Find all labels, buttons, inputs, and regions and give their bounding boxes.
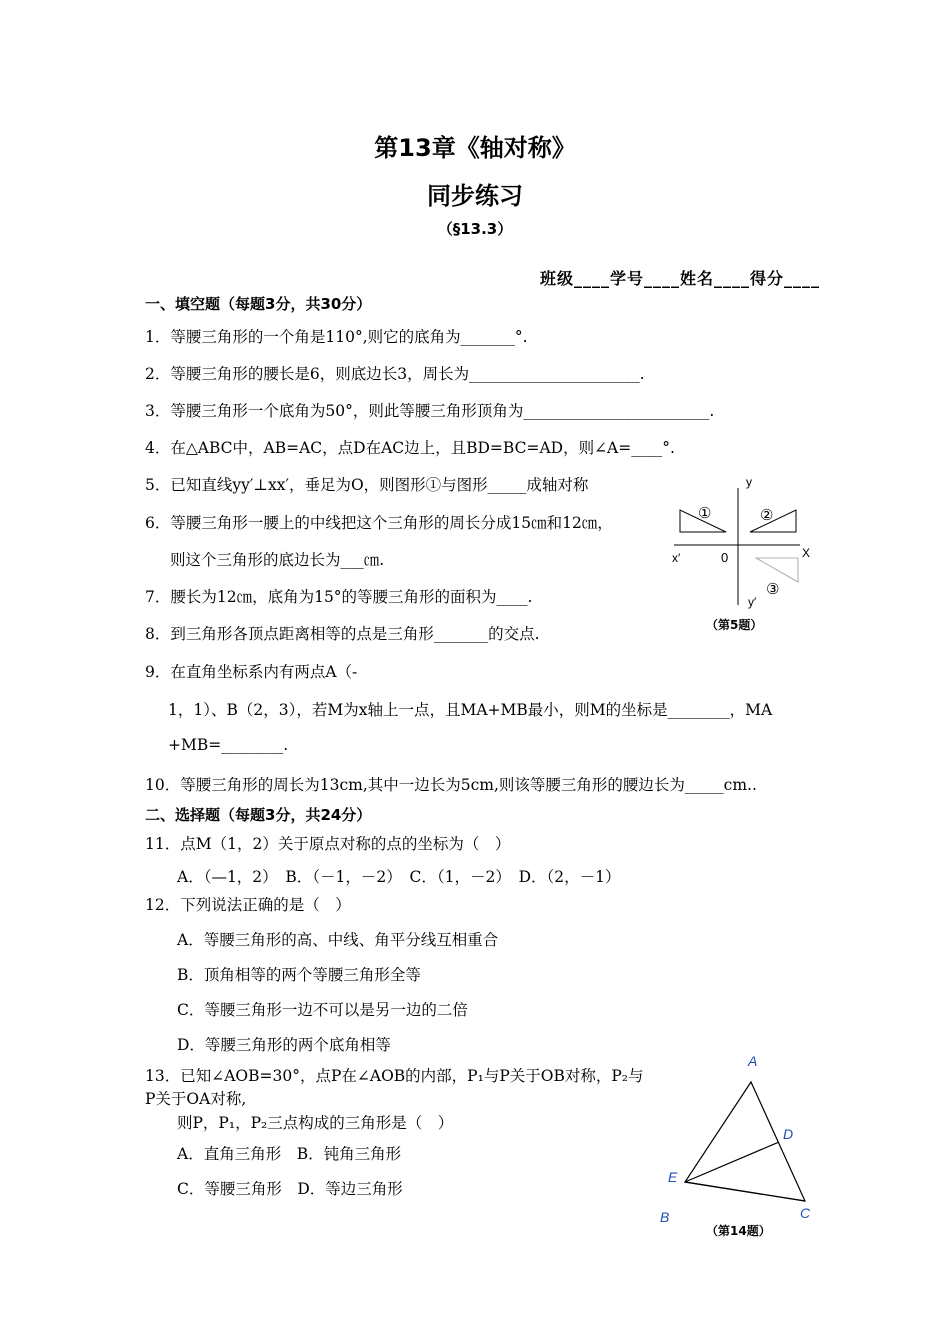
figure-5-diagram (660, 470, 820, 640)
figure-5-caption: （第5题） (706, 618, 763, 632)
triangle-shape-3 (756, 558, 798, 582)
question-11: 11．点M（1，2）关于原点对称的点的坐标为（ ） (145, 835, 511, 853)
vertex-a-label: A (748, 1053, 758, 1069)
question-6-line-2: 则这个三角形的底边长为___㎝. (170, 551, 385, 569)
section-reference: （§13.3） (437, 220, 513, 238)
segment-ec (685, 1182, 805, 1201)
question-2: 2．等腰三角形的腰长是6，则底边长3，周长为______________________. (145, 365, 645, 383)
question-8: 8．到三角形各顶点距离相等的点是三角形_______的交点. (145, 625, 540, 643)
page-title: 第13章《轴对称》 (374, 134, 576, 162)
x-prime-label: x′ (672, 551, 681, 565)
question-9-line-1: 9．在直角坐标系内有两点A（- (145, 663, 358, 681)
shape-2-label: ② (760, 507, 774, 524)
vertex-b-label: B (660, 1209, 670, 1225)
figure-14-diagram (650, 1048, 830, 1230)
question-10: 10．等腰三角形的周长为13cm,其中一边长为5cm,则该等腰三角形的腰边长为_____cm.. (145, 776, 757, 794)
origin-label: 0 (721, 550, 729, 565)
question-5: 5．已知直线yy′⊥xx′，垂足为O，则图形①与图形_____成轴对称 (145, 476, 589, 494)
question-12: 12．下列说法正确的是（ ） (145, 896, 351, 914)
question-13-options-ab: A．直角三角形 B．钝角三角形 (177, 1145, 402, 1163)
shape-3-label: ③ (766, 581, 780, 598)
question-9-line-2: 1，1）、B（2，3），若M为x轴上一点，且MA+MB最小，则M的坐标是________，MA (168, 701, 773, 719)
question-13-line-2: P关于OA对称, (145, 1090, 247, 1108)
question-12-option-b: B．顶角相等的两个等腰三角形全等 (177, 966, 421, 984)
question-12-option-a: A．等腰三角形的高、中线、角平分线互相重合 (177, 931, 499, 949)
question-3: 3．等腰三角形一个底角为50°，则此等腰三角形顶角为________________________. (145, 402, 715, 420)
vertex-c-label: C (800, 1205, 811, 1221)
vertex-e-label: E (668, 1169, 678, 1185)
question-13-line-3: 则P，P₁，P₂三点构成的三角形是（ ） (177, 1114, 454, 1132)
segment-ed (685, 1142, 779, 1182)
question-4: 4．在△ABC中，AB=AC，点D在AC边上，且BD=BC=AD，则∠A=____°. (145, 439, 675, 457)
question-13-options-cd: C．等腰三角形 D．等边三角形 (177, 1180, 403, 1198)
section-2-heading: 二、选择题（每题3分，共24分） (145, 806, 372, 824)
question-6-line-1: 6．等腰三角形一腰上的中线把这个三角形的周长分成15㎝和12㎝， (145, 514, 613, 532)
question-9-line-3: +MB=________. (168, 736, 289, 754)
question-11-options: A．（—1，2） B．（－1，－2） C．（1，－2） D．（2，－1） (177, 868, 621, 886)
question-13-line-1: 13．已知∠AOB=30°，点P在∠AOB的内部，P₁与P关于OB对称，P₂与 (145, 1067, 644, 1085)
y-axis-label: y (746, 475, 752, 489)
question-7: 7．腰长为12㎝，底角为15°的等腰三角形的面积为____. (145, 588, 533, 606)
question-12-option-c: C．等腰三角形一边不可以是另一边的二倍 (177, 1001, 468, 1019)
x-axis-label: X (802, 546, 811, 560)
y-prime-label: y′ (748, 595, 757, 609)
question-12-option-d: D．等腰三角形的两个底角相等 (177, 1036, 391, 1054)
section-1-heading: 一、填空题（每题3分，共30分） (145, 295, 372, 313)
figure-14-caption: （第14题） (706, 1224, 771, 1238)
vertex-d-label: D (783, 1126, 794, 1142)
shape-1-label: ① (698, 505, 712, 522)
page-subtitle: 同步练习 (427, 182, 523, 210)
question-1: 1．等腰三角形的一个角是110°,则它的底角为_______°. (145, 328, 528, 346)
student-info-line: 班级____学号____姓名____得分____ (540, 269, 821, 288)
